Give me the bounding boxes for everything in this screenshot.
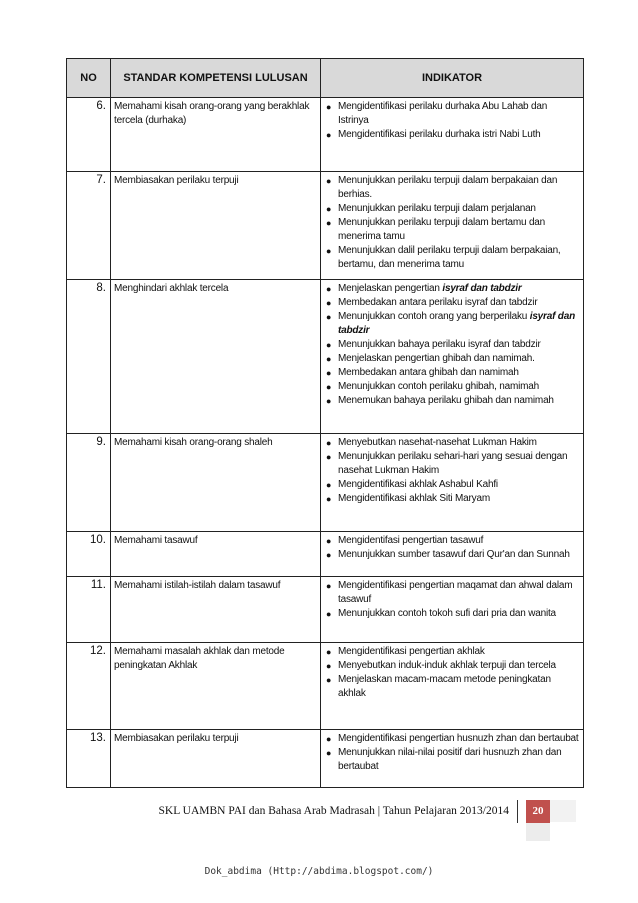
indikator-text: Menunjukkan dalil perilaku terpuji dalam berpakaian, bertamu, dan menerima tamu bbox=[338, 245, 561, 270]
indikator-cell bbox=[321, 280, 584, 434]
indikator-text: Menyebutkan induk-induk akhlak terpuji dan tercela bbox=[338, 660, 556, 671]
list-item bbox=[325, 394, 580, 408]
table-row bbox=[67, 577, 584, 643]
indikator-list bbox=[325, 174, 580, 272]
list-item bbox=[325, 128, 580, 142]
indikator-text: Mengidentifikasi pengertian maqamat dan ahwal dalam tasawuf bbox=[338, 580, 573, 605]
row-number: 6. bbox=[67, 98, 111, 172]
indikator-text: Menjelaskan pengertian ghibah dan namimah. bbox=[338, 353, 535, 364]
bullet-icon: ● bbox=[326, 368, 332, 378]
bullet-icon: ● bbox=[326, 748, 332, 758]
bullet-icon: ● bbox=[326, 396, 332, 406]
page-number: 20 bbox=[526, 800, 550, 823]
list-item bbox=[325, 174, 580, 202]
competency-table bbox=[66, 58, 584, 788]
row-number: 9. bbox=[67, 434, 111, 532]
indikator-text: Menunjukkan bahaya perilaku isyraf dan tabdzir bbox=[338, 339, 541, 350]
table-row bbox=[67, 532, 584, 577]
header-indikator: INDIKATOR bbox=[321, 59, 584, 98]
table-row bbox=[67, 172, 584, 280]
indikator-text: Menunjukkan perilaku terpuji dalam bertamu dan menerima tamu bbox=[338, 217, 546, 242]
list-item bbox=[325, 366, 580, 380]
table-row bbox=[67, 643, 584, 730]
indikator-cell bbox=[321, 98, 584, 172]
footer-title: SKL UAMBN PAI dan Bahasa Arab Madrasah | Tahun Pelajaran 2013/2014 bbox=[66, 800, 518, 823]
indikator-cell bbox=[321, 532, 584, 577]
indikator-list bbox=[325, 282, 580, 408]
indikator-text: Mengidentifikasi akhlak Siti Maryam bbox=[338, 493, 490, 504]
list-item bbox=[325, 534, 580, 548]
bullet-icon: ● bbox=[326, 734, 332, 744]
page-number-tab bbox=[526, 823, 550, 841]
table-header-row bbox=[67, 59, 584, 98]
indikator-text: Menunjukkan contoh perilaku ghibah, namimah bbox=[338, 381, 539, 392]
standar-cell: Memahami masalah akhlak dan metode peningkatan Akhlak bbox=[111, 643, 321, 730]
standar-cell: Membiasakan perilaku terpuji bbox=[111, 730, 321, 788]
list-item bbox=[325, 352, 580, 366]
bullet-icon: ● bbox=[326, 452, 332, 462]
bullet-icon: ● bbox=[326, 480, 332, 490]
bullet-icon: ● bbox=[326, 675, 332, 685]
bullet-icon: ● bbox=[326, 218, 332, 228]
indikator-cell bbox=[321, 172, 584, 280]
row-number: 10. bbox=[67, 532, 111, 577]
indikator-text: Mengidentifikasi pengertian akhlak bbox=[338, 646, 485, 657]
indikator-text: Mengidentifasi pengertian tasawuf bbox=[338, 535, 484, 546]
list-item bbox=[325, 659, 580, 673]
indikator-text: Menunjukkan sumber tasawuf dari Qur'an dan Sunnah bbox=[338, 549, 570, 560]
indikator-text: Menunjukkan perilaku terpuji dalam perjalanan bbox=[338, 203, 536, 214]
list-item bbox=[325, 310, 580, 338]
standar-cell: Memahami tasawuf bbox=[111, 532, 321, 577]
indikator-text: Menyebutkan nasehat-nasehat Lukman Hakim bbox=[338, 437, 537, 448]
list-item bbox=[325, 202, 580, 216]
bullet-icon: ● bbox=[326, 550, 332, 560]
standar-cell: Memahami kisah orang-orang shaleh bbox=[111, 434, 321, 532]
watermark-text: Dok_abdima (Http://abdima.blogspot.com/) bbox=[204, 866, 434, 877]
bullet-icon: ● bbox=[326, 298, 332, 308]
bullet-icon: ● bbox=[326, 438, 332, 448]
indikator-text: Menunjukkan perilaku sehari-hari yang sesuai dengan nasehat Lukman Hakim bbox=[338, 451, 568, 476]
indikator-cell bbox=[321, 643, 584, 730]
table-row bbox=[67, 434, 584, 532]
indikator-text: Membedakan antara perilaku isyraf dan tabdzir bbox=[338, 297, 538, 308]
indikator-cell bbox=[321, 577, 584, 643]
table-row bbox=[67, 280, 584, 434]
indikator-text: Menjelaskan pengertian isyraf dan tabdzir bbox=[338, 283, 522, 294]
bullet-icon: ● bbox=[326, 312, 332, 322]
indikator-cell bbox=[321, 730, 584, 788]
indikator-text: Mengidentifikasi pengertian husnuzh zhan dan bertaubat bbox=[338, 733, 579, 744]
bullet-icon: ● bbox=[326, 204, 332, 214]
list-item bbox=[325, 380, 580, 394]
header-standar: STANDAR KOMPETENSI LULUSAN bbox=[111, 59, 321, 98]
list-item bbox=[325, 645, 580, 659]
bullet-icon: ● bbox=[326, 382, 332, 392]
indikator-text: Mengidentifikasi perilaku durhaka Abu Lahab dan Istrinya bbox=[338, 101, 548, 126]
bullet-icon: ● bbox=[326, 661, 332, 671]
list-item bbox=[325, 100, 580, 128]
list-item bbox=[325, 282, 580, 296]
bullet-icon: ● bbox=[326, 130, 332, 140]
indikator-text: Menjelaskan macam-macam metode peningkatan akhlak bbox=[338, 674, 551, 699]
indikator-text: Mengidentifikasi akhlak Ashabul Kahfi bbox=[338, 479, 498, 490]
list-item bbox=[325, 607, 580, 621]
list-item bbox=[325, 216, 580, 244]
indikator-text: Membedakan antara ghibah dan namimah bbox=[338, 367, 519, 378]
list-item bbox=[325, 492, 580, 506]
bullet-icon: ● bbox=[326, 494, 332, 504]
bullet-icon: ● bbox=[326, 581, 332, 591]
bullet-icon: ● bbox=[326, 536, 332, 546]
bullet-icon: ● bbox=[326, 176, 332, 186]
list-item bbox=[325, 244, 580, 272]
list-item bbox=[325, 579, 580, 607]
indikator-text: Menunjukkan perilaku terpuji dalam berpakaian dan berhias. bbox=[338, 175, 558, 200]
header-no: NO bbox=[67, 59, 111, 98]
standar-cell: Memahami istilah-istilah dalam tasawuf bbox=[111, 577, 321, 643]
indikator-list bbox=[325, 645, 580, 701]
standar-cell: Memahami kisah orang-orang yang berakhlak tercela (durhaka) bbox=[111, 98, 321, 172]
row-number: 7. bbox=[67, 172, 111, 280]
list-item bbox=[325, 436, 580, 450]
list-item bbox=[325, 478, 580, 492]
indikator-list bbox=[325, 534, 580, 562]
row-number: 12. bbox=[67, 643, 111, 730]
bullet-icon: ● bbox=[326, 246, 332, 256]
row-number: 11. bbox=[67, 577, 111, 643]
table-row bbox=[67, 730, 584, 788]
list-item bbox=[325, 338, 580, 352]
indikator-text: Mengidentifikasi perilaku durhaka istri Nabi Luth bbox=[338, 129, 541, 140]
indikator-list bbox=[325, 579, 580, 621]
list-item bbox=[325, 450, 580, 478]
indikator-text: Menunjukkan contoh tokoh sufi dari pria dan wanita bbox=[338, 608, 556, 619]
bullet-icon: ● bbox=[326, 340, 332, 350]
row-number: 8. bbox=[67, 280, 111, 434]
indikator-text: Menunjukkan nilai-nilai positif dari husnuzh zhan dan bertaubat bbox=[338, 747, 562, 772]
bullet-icon: ● bbox=[326, 284, 332, 294]
footer-side-block bbox=[550, 800, 576, 822]
indikator-list bbox=[325, 100, 580, 142]
table-row bbox=[67, 98, 584, 172]
bullet-icon: ● bbox=[326, 102, 332, 112]
list-item bbox=[325, 673, 580, 701]
bullet-icon: ● bbox=[326, 354, 332, 364]
list-item bbox=[325, 548, 580, 562]
list-item bbox=[325, 296, 580, 310]
row-number: 13. bbox=[67, 730, 111, 788]
standar-cell: Membiasakan perilaku terpuji bbox=[111, 172, 321, 280]
list-item bbox=[325, 732, 580, 746]
indikator-text: Menunjukkan contoh orang yang berperilaku isyraf dan tabdzir bbox=[338, 311, 575, 336]
list-item bbox=[325, 746, 580, 774]
standar-cell: Menghindari akhlak tercela bbox=[111, 280, 321, 434]
indikator-list bbox=[325, 732, 580, 774]
indikator-text: Menemukan bahaya perilaku ghibah dan namimah bbox=[338, 395, 554, 406]
indikator-cell bbox=[321, 434, 584, 532]
bullet-icon: ● bbox=[326, 609, 332, 619]
bullet-icon: ● bbox=[326, 647, 332, 657]
indikator-list bbox=[325, 436, 580, 506]
